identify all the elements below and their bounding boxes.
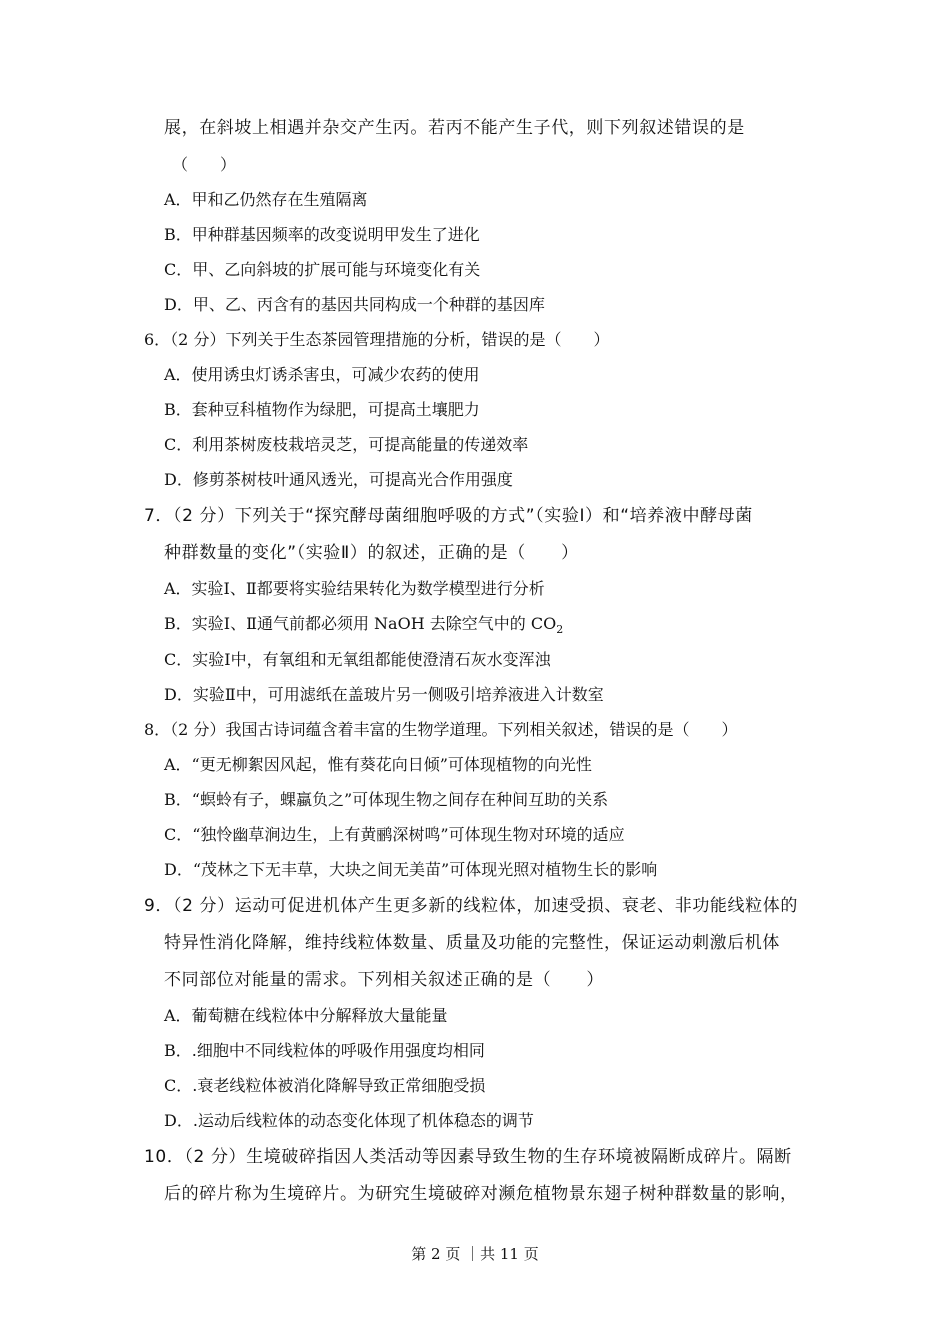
q5-stem-line-1: 展，在斜坡上相遇并杂交产生丙。若丙不能产生子代，则下列叙述错误的是	[164, 118, 745, 138]
q5-option-a: A．甲和乙仍然存在生殖隔离	[164, 190, 368, 209]
q7-option-a: A．实验Ⅰ、Ⅱ都要将实验结果转化为数学模型进行分析	[164, 579, 545, 598]
q9-option-d: D．.运动后线粒体的动态变化体现了机体稳态的调节	[164, 1111, 534, 1130]
q6-stem: 6．（2 分）下列关于生态茶园管理措施的分析，错误的是（ ）	[144, 330, 610, 349]
q9-option-a: A．葡萄糖在线粒体中分解释放大量能量	[164, 1006, 448, 1025]
q9-stem-line-3: 不同部位对能量的需求。下列相关叙述正确的是（ ）	[164, 970, 604, 990]
q8-stem: 8．（2 分）我国古诗词蕴含着丰富的生物学道理。下列相关叙述，错误的是（ ）	[144, 720, 738, 739]
q7-option-b-text: B．实验Ⅰ、Ⅱ通气前都必须用 NaOH 去除空气中的 CO	[164, 614, 557, 633]
q10-stem-line-1: 10．（2 分）生境破碎指因人类活动等因素导致生物的生存环境被隔断成碎片。隔断	[144, 1147, 792, 1167]
q5-option-b: B．甲种群基因频率的改变说明甲发生了进化	[164, 225, 480, 244]
q8-option-b: B．“螟蛉有子，蜾蠃负之”可体现生物之间存在种间互助的关系	[164, 790, 609, 809]
q5-option-c: C．甲、乙向斜坡的扩展可能与环境变化有关	[164, 260, 481, 279]
q7-option-b	[164, 614, 564, 637]
q9-option-c: C．.衰老线粒体被消化降解导致正常细胞受损	[164, 1076, 486, 1095]
q7-stem-line-1: 7．（2 分）下列关于“探究酵母菌细胞呼吸的方式”（实验Ⅰ）和“培养液中酵母菌	[144, 506, 753, 526]
q9-option-b: B．.细胞中不同线粒体的呼吸作用强度均相同	[164, 1041, 485, 1060]
q7-option-d: D．实验Ⅱ中，可用滤纸在盖玻片另一侧吸引培养液进入计数室	[164, 685, 604, 704]
q8-option-d: D．“茂林之下无丰草，大块之间无美苗”可体现光照对植物生长的影响	[164, 860, 658, 879]
q10-stem-line-2: 后的碎片称为生境碎片。为研究生境破碎对濒危植物景东翅子树种群数量的影响，	[164, 1184, 798, 1204]
q6-option-d: D．修剪茶树枝叶通风透光，可提高光合作用强度	[164, 470, 513, 489]
co2-subscript: 2	[556, 623, 564, 637]
q6-option-b: B．套种豆科植物作为绿肥，可提高土壤肥力	[164, 400, 480, 419]
q6-option-c: C．利用茶树废枝栽培灵芝，可提高能量的传递效率	[164, 435, 529, 454]
q9-stem-line-1: 9．（2 分）运动可促进机体产生更多新的线粒体，加速受损、衰老、非功能线粒体的	[144, 896, 798, 916]
q8-option-a: A．“更无柳絮因风起，惟有葵花向日倾”可体现植物的向光性	[164, 755, 592, 774]
q8-option-c: C．“独怜幽草涧边生，上有黄鹂深树鸣”可体现生物对环境的适应	[164, 825, 625, 844]
q5-answer-bracket: （ ）	[172, 155, 237, 174]
q9-stem-line-2: 特异性消化降解，维持线粒体数量、质量及功能的完整性，保证运动刺激后机体	[164, 933, 780, 953]
q5-option-d: D．甲、乙、丙含有的基因共同构成一个种群的基因库	[164, 295, 545, 314]
q7-stem-line-2: 种群数量的变化”（实验Ⅱ）的叙述，正确的是（ ）	[164, 543, 579, 563]
q6-option-a: A．使用诱虫灯诱杀害虫，可减少农药的使用	[164, 365, 480, 384]
page-footer: 第 2 页 ｜共 11 页	[411, 1245, 539, 1263]
q7-option-c: C．实验Ⅰ中，有氧组和无氧组都能使澄清石灰水变浑浊	[164, 650, 551, 669]
